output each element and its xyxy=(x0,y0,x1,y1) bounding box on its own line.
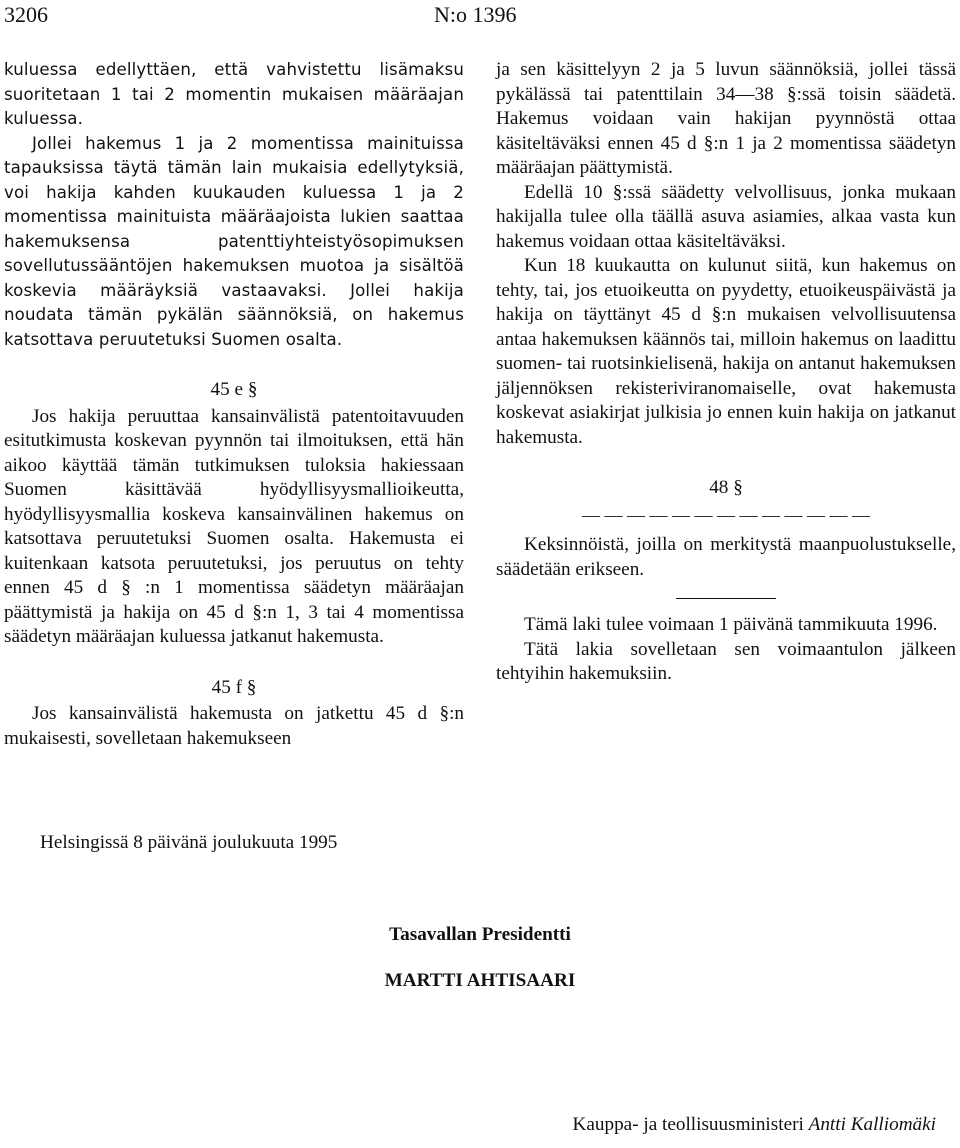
left-column xyxy=(4,58,464,751)
paragraph-conditions: Jollei hakemus 1 ja 2 momentissa mainituissa tapauksissa täytä tämän lain mukaisia edellytyksiä, voi hakija kahden kuukauden kuluessa 1 ja 2 momentissa mainituista määräajoista lukien saattaa hakemuksensa patenttiyhteistyösopimuksen sovellutussääntöjen hakemuksen muotoa ja sisältöä koskevia määräyksiä vastaavaksi. Jollei hakija noudata tämän pykälän säännöksiä, on hakemus katsottava peruutetuksi Suomen osalta. xyxy=(4,133,464,349)
paragraph-continuation: kuluessa edellyttäen, että vahvistettu lisämaksu suoritetaan 1 tai 2 momentin mukaisen määräajan kuluessa. xyxy=(4,60,464,128)
minister-name: Antti Kalliomäki xyxy=(808,1114,936,1135)
page-number: 3206 xyxy=(4,2,48,27)
countersignature xyxy=(573,1114,936,1136)
application-clause: Tätä lakia sovelletaan sen voimaantulon jälkeen tehtyihin hakemuksiin. xyxy=(496,638,956,684)
section-text-45e: Jos hakija peruuttaa kansainvälistä patentoitavuuden esitutkimusta koskevan pyynnön tai ilmoituksen, että hän aikoo käyttää tämän tutkimuksen tuloksia hakiessaan Suomen käsittävää hyödyllisyysmallioikeutta, hyödyllisyysmallia koskeva kansainvälinen hakemus on katsottava peruutetuksi Suomen osalta. Hakemusta ei kuitenkaan katsota peruutetuksi, jos peruutus on tehty ennen 45 d § :n 1 momentissa säädetyn määräajan päättymistä ja hakija on 45 d §:n 1, 3 tai 4 momentissa säädetyn määräajan kuluessa jatkanut hakemusta. xyxy=(4,405,464,647)
paragraph-public-documents: Kun 18 kuukautta on kulunut siitä, kun hakemus on tehty, tai, jos etuoikeutta on pyydetty, etuoikeuspäivästä ja hakija on täyttänyt 45 d §:n mukaisen velvollisuutensa antaa hakemuksen käännös tai, milloin hakemus on laadittu suomen- tai ruotsinkielisenä, hakija on antanut hakemuksen jäljennöksen rekisteriviranomaiselle, ovat hakemusta koskevat asiakirjat julkisia jo ennen kuin hakija on jatkanut hakemusta. xyxy=(496,255,956,448)
right-column xyxy=(496,58,956,687)
signer-title: Tasavallan Presidentti xyxy=(389,924,571,945)
omission-dashes: — — — — — — — — — — — — — xyxy=(582,504,870,525)
page-header xyxy=(0,0,960,40)
minister-title: Kauppa- ja teollisuusministeri xyxy=(572,1114,804,1135)
section-heading-48: 48 § xyxy=(709,477,743,498)
signing-place-date: Helsingissä 8 päivänä joulukuuta 1995 xyxy=(40,832,338,853)
signer-name: MARTTI AHTISAARI xyxy=(384,970,576,991)
divider xyxy=(676,598,776,599)
paragraph-representative: Edellä 10 §:ssä säädetty velvollisuus, jonka mukaan hakijalla tulee olla täällä asuva asiamies, alkaa vasta kun hakemus voidaan ottaa käsiteltäväksi. xyxy=(496,181,956,252)
paragraph-continuation-right: ja sen käsittelyyn 2 ja 5 luvun säännöksiä, jollei tässä pykälässä tai patenttilain 34—38 §:ssä toisin säädetä. Hakemus voidaan vain hakijan pyynnöstä ottaa käsiteltäväksi ennen 45 d §:n 1 ja 2 momentissa säädetyn määräajan päättymistä. xyxy=(496,59,956,178)
section-heading-45f: 45 f § xyxy=(211,676,257,698)
issue-number: N:o 1396 xyxy=(434,2,517,27)
entry-into-force: Tämä laki tulee voimaan 1 päivänä tammikuuta 1996. xyxy=(524,614,938,635)
section-text-48: Keksinnöistä, joilla on merkitystä maanpuolustukselle, säädetään erikseen. xyxy=(496,534,956,580)
section-text-45f: Jos kansainvälistä hakemusta on jatkettu 45 d §:n mukaisesti, sovelletaan hakemukseen xyxy=(4,703,464,749)
section-heading-45e: 45 e § xyxy=(210,379,258,400)
